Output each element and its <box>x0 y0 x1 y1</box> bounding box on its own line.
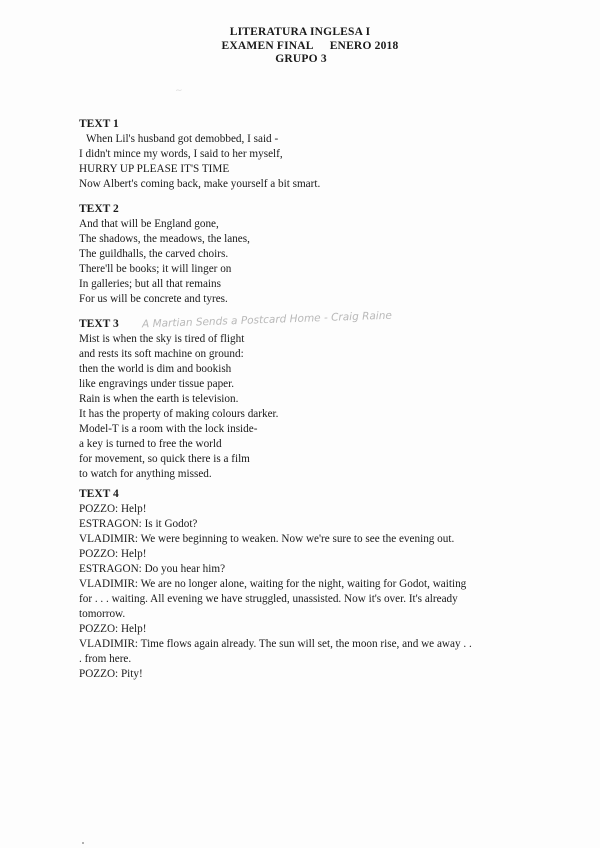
text-3-section <box>79 317 278 482</box>
text-3-title: TEXT 3 <box>79 318 119 330</box>
exam-date: ENERO 2018 <box>329 39 399 52</box>
text-4-line: for . . . waiting. All evening we have struggled, unassisted. Now it's over. It's already <box>79 593 458 605</box>
text-4-line: POZZO: Pity! <box>79 668 143 680</box>
text-3-line: Model-T is a room with the lock inside- <box>79 423 258 435</box>
text-3-line: and rests its soft machine on ground: <box>79 348 244 360</box>
text-2-section <box>79 202 250 307</box>
text-4-line: VLADIMIR: We were beginning to weaken. Now we're sure to see the evening out. <box>79 533 455 545</box>
text-2-line: The shadows, the meadows, the lanes, <box>79 233 250 245</box>
text-4-section <box>79 487 519 682</box>
text-3-line: to watch for anything missed. <box>79 468 212 480</box>
text-4-title: TEXT 4 <box>79 488 119 500</box>
text-2-title: TEXT 2 <box>79 203 119 215</box>
exam-header <box>0 26 600 67</box>
text-2-line: In galleries; but all that remains <box>79 278 221 290</box>
exam-title <box>0 40 600 54</box>
text-2-line: For us will be concrete and tyres. <box>79 293 228 305</box>
text-1-line: Now Albert's coming back, make yourself a bit smart. <box>79 178 321 190</box>
text-1-line: When Lil's husband got demobbed, I said - <box>86 133 279 145</box>
text-2-line: There'll be books; it will linger on <box>79 263 232 275</box>
text-3-line: Rain is when the earth is television. <box>79 393 239 405</box>
text-3-line: like engravings under tissue paper. <box>79 378 235 390</box>
text-3-line: then the world is dim and bookish <box>79 363 232 375</box>
course-title: LITERATURA INGLESA I <box>229 26 371 38</box>
text-1-title: TEXT 1 <box>79 118 119 130</box>
text-4-line: POZZO: Help! <box>79 548 147 560</box>
text-1-section <box>79 117 320 192</box>
text-1-line: HURRY UP PLEASE IT'S TIME <box>79 163 230 175</box>
text-4-line: tomorrow. <box>79 608 126 620</box>
text-3-line: for movement, so quick there is a film <box>79 453 250 465</box>
text-3-line: a key is turned to free the world <box>79 438 222 450</box>
text-4-line: VLADIMIR: Time flows again already. The sun will set, the moon rise, and we away . . <box>79 638 472 650</box>
text-4-line: VLADIMIR: We are no longer alone, waiting for the night, waiting for Godot, waiting <box>79 578 467 590</box>
text-4-line: . from here. <box>79 653 132 665</box>
text-3-line: It has the property of making colours darker. <box>79 408 279 420</box>
pencil-mark-header: ~ <box>174 85 183 97</box>
exam-type: EXAMEN FINAL <box>221 39 314 52</box>
text-4-line: ESTRAGON: Is it Godot? <box>79 518 198 530</box>
text-3-line: Mist is when the sky is tired of flight <box>79 333 245 345</box>
pencil-note-text-3: A Martian Sends a Postcard Home - Craig Raine <box>141 309 393 331</box>
text-1-line: I didn't mince my words, I said to her myself, <box>79 148 283 160</box>
text-4-line: POZZO: Help! <box>79 503 147 515</box>
scan-dot <box>82 842 84 844</box>
text-4-line: POZZO: Help! <box>79 623 147 635</box>
text-2-line: And that will be England gone, <box>79 218 219 230</box>
text-2-line: The guildhalls, the carved choirs. <box>79 248 229 260</box>
group-label: GRUPO 3 <box>275 53 327 65</box>
text-4-line: ESTRAGON: Do you hear him? <box>79 563 226 575</box>
